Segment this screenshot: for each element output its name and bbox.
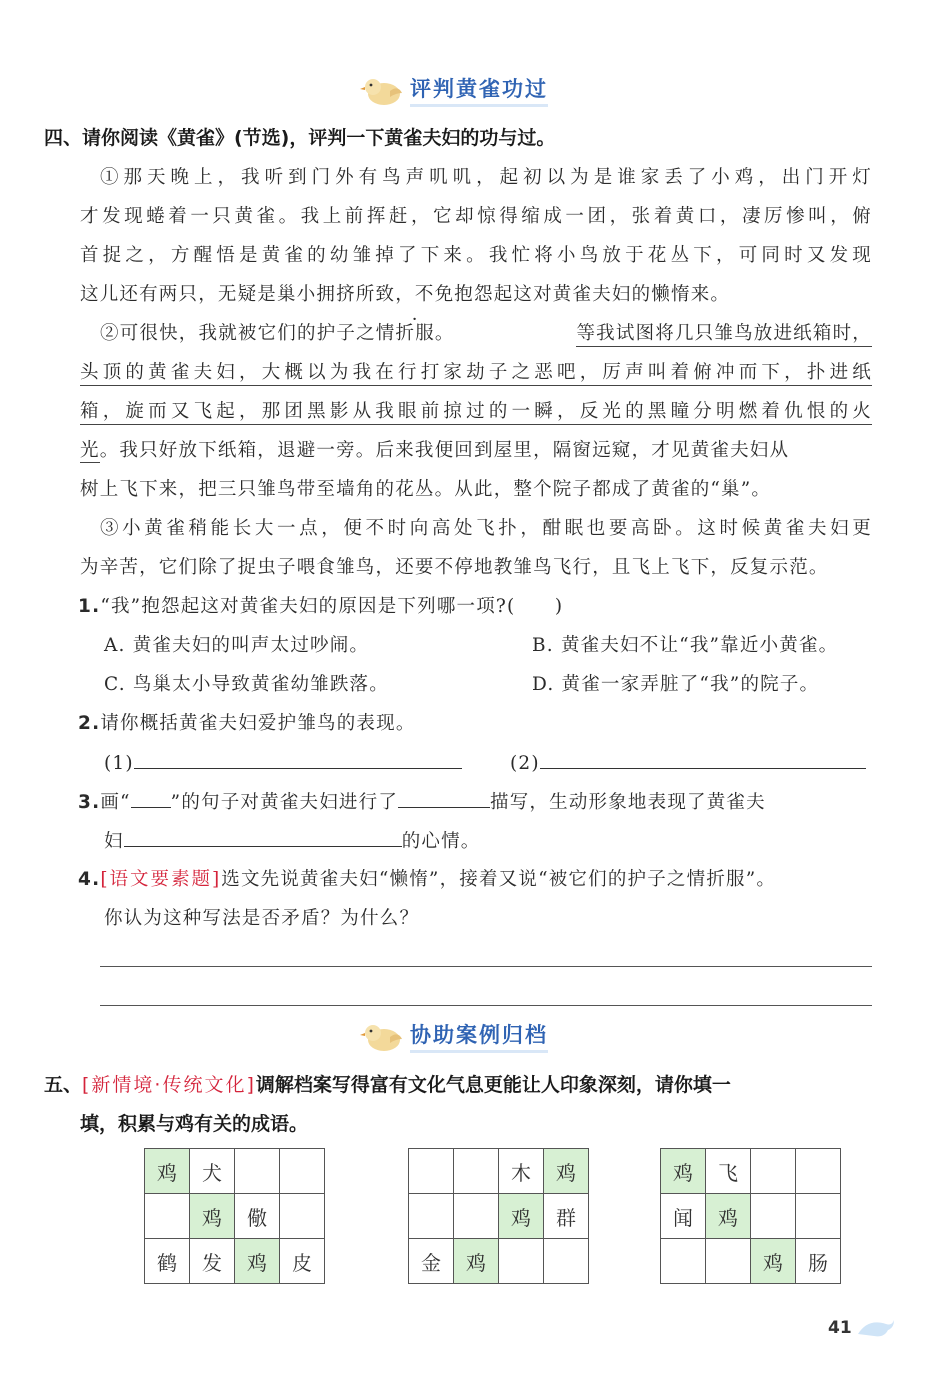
grid-cell[interactable] — [235, 1149, 280, 1194]
grid-cell[interactable] — [409, 1194, 454, 1239]
idiom-grid-2 — [408, 1148, 589, 1284]
grid-cell[interactable]: 鸡 — [661, 1149, 706, 1194]
idiom-grid-3 — [660, 1148, 841, 1284]
question-heading-5-cont: 填，积累与鸡有关的成语。 — [80, 1113, 309, 1135]
grid-cell[interactable]: 发 — [190, 1239, 235, 1284]
answer-blank[interactable] — [131, 787, 171, 808]
grid-cell[interactable]: 鸡 — [235, 1239, 280, 1284]
option-b[interactable]: B. 黄雀夫妇不让“我”靠近小黄雀。 — [532, 635, 839, 656]
passage-line: ③小黄雀稍能长大一点，便不时向高处飞扑，酣眠也要高卧。这时候黄雀夫妇更 — [100, 518, 872, 539]
question-4: 4.[语文要素题]选文先说黄雀夫妇“懒惰”，接着又说“被它们的护子之情折服”。 — [78, 869, 777, 890]
grid-cell[interactable]: 皮 — [280, 1239, 325, 1284]
grid-cell[interactable]: 鸡 — [499, 1194, 544, 1239]
passage-line: ②可很快，我就被它们的护子之情折服。 等我试图将几只雏鸟放进纸箱时， — [100, 319, 872, 347]
section-banner-2 — [360, 1016, 548, 1056]
answer-blank[interactable] — [124, 826, 402, 847]
dotted-word: 折服 — [395, 323, 435, 344]
answer-line-1: (1) — [104, 748, 462, 774]
page-number: 41 — [828, 1318, 852, 1338]
grid-cell[interactable]: 鸡 — [544, 1149, 589, 1194]
grid-cell[interactable] — [661, 1239, 706, 1284]
grid-cell[interactable]: 鸡 — [706, 1194, 751, 1239]
section-title: 协助案例归档 — [410, 1019, 548, 1053]
question-1: 1.“我”抱怨起这对黄雀夫妇的原因是下列哪一项?( ) — [78, 596, 564, 617]
question-4-cont: 你认为这种写法是否矛盾？为什么？ — [104, 908, 420, 929]
grid-cell[interactable] — [280, 1194, 325, 1239]
grid-cell[interactable]: 鸡 — [751, 1239, 796, 1284]
passage-line: 才发现蜷着一只黄雀。我上前挥赶，它却惊得缩成一团，张着黄口，凄厉惨叫，俯 — [80, 206, 872, 227]
section-banner-1 — [360, 70, 548, 110]
chick-icon — [360, 1019, 404, 1053]
passage-line: ①那天晚上，我听到门外有鸟声叽叽，起初以为是谁家丢了小鸡，出门开灯 — [100, 167, 872, 188]
question-2: 2.请你概括黄雀夫妇爱护雏鸟的表现。 — [78, 713, 416, 734]
idiom-grid-1 — [144, 1148, 325, 1284]
section-title: 评判黄雀功过 — [410, 73, 548, 107]
grid-cell[interactable] — [796, 1194, 841, 1239]
grid-cell[interactable] — [454, 1194, 499, 1239]
grid-cell[interactable] — [544, 1239, 589, 1284]
passage-line: 为辛苦，它们除了捉虫子喂食雏鸟，还要不停地教雏鸟飞行，且飞上飞下，反复示范。 — [80, 557, 829, 578]
chick-icon — [360, 73, 404, 107]
grid-cell[interactable]: 犬 — [190, 1149, 235, 1194]
grid-cell[interactable] — [454, 1149, 499, 1194]
grid-cell[interactable] — [796, 1149, 841, 1194]
grid-cell[interactable]: 闻 — [661, 1194, 706, 1239]
answer-blank[interactable] — [398, 787, 490, 808]
question-heading-5: 五、[新情境·传统文化]调解档案写得富有文化气息更能让人印象深刻，请你填一 — [44, 1074, 731, 1096]
underlined-sentence: 光 — [80, 440, 100, 461]
passage-line: 首捉之，方醒悟是黄雀的幼雏掉了下来。我忙将小鸟放于花丛下，可同时又发现 — [80, 245, 872, 266]
grid-cell[interactable]: 群 — [544, 1194, 589, 1239]
grid-cell[interactable]: 木 — [499, 1149, 544, 1194]
answer-line[interactable] — [100, 966, 872, 967]
grid-cell[interactable]: 儆 — [235, 1194, 280, 1239]
grid-cell[interactable]: 鸡 — [190, 1194, 235, 1239]
underlined-sentence: 箱，旋而又飞起，那团黑影从我眼前掠过的一瞬，反光的黑瞳分明燃着仇恨的火 — [80, 397, 872, 425]
grid-cell[interactable] — [409, 1149, 454, 1194]
grid-cell[interactable]: 肠 — [796, 1239, 841, 1284]
grid-cell[interactable] — [706, 1239, 751, 1284]
option-c[interactable]: C. 鸟巢太小导致黄雀幼雏跌落。 — [104, 674, 389, 695]
passage-line: 树上飞下来，把三只雏鸟带至墙角的花丛。从此，整个院子都成了黄雀的“巢”。 — [80, 479, 772, 500]
grid-cell[interactable] — [751, 1149, 796, 1194]
passage-text: ②可很快，我就被它们的护子之情 — [100, 323, 396, 344]
answer-line[interactable] — [100, 1005, 872, 1006]
underlined-sentence: 等我试图将几只雏鸟放进纸箱时， — [576, 319, 872, 347]
question-3-cont: 妇 的心情。 — [104, 826, 481, 853]
answer-blank[interactable] — [134, 748, 462, 769]
passage-line: 这儿还有两只，无疑是巢小拥挤所致，不免抱怨起这对黄雀夫妇的懒惰来。 — [80, 284, 731, 305]
dolphin-icon — [856, 1316, 896, 1344]
grid-cell[interactable]: 鸡 — [145, 1149, 190, 1194]
grid-cell[interactable]: 鹤 — [145, 1239, 190, 1284]
grid-cell[interactable]: 金 — [409, 1239, 454, 1284]
grid-cell[interactable]: 飞 — [706, 1149, 751, 1194]
question-heading-4: 四、请你阅读《黄雀》(节选)，评判一下黄雀夫妇的功与过。 — [44, 127, 556, 149]
grid-cell[interactable]: 鸡 — [454, 1239, 499, 1284]
grid-cell[interactable] — [145, 1194, 190, 1239]
question-tag: [语文要素题] — [100, 869, 222, 890]
question-3: 3.画“ ”的句子对黄雀夫妇进行了 描写，生动形象地表现了黄雀夫 — [78, 787, 766, 814]
grid-cell[interactable] — [280, 1149, 325, 1194]
grid-cell[interactable] — [751, 1194, 796, 1239]
underlined-sentence: 头顶的黄雀夫妇，大概以为我在行打家劫子之恶吧，厉声叫着俯冲而下，扑进纸 — [80, 358, 872, 386]
question-tag: [新情境·传统文化] — [82, 1074, 256, 1096]
answer-line-2: (2) — [510, 748, 866, 774]
answer-blank[interactable] — [540, 748, 866, 769]
option-d[interactable]: D. 黄雀一家弄脏了“我”的院子。 — [532, 674, 820, 695]
grid-cell[interactable] — [499, 1239, 544, 1284]
passage-line: 光。我只好放下纸箱，退避一旁。后来我便回到屋里，隔窗远窥，才见黄雀夫妇从 — [80, 440, 790, 461]
option-a[interactable]: A. 黄雀夫妇的叫声太过吵闹。 — [104, 635, 370, 656]
